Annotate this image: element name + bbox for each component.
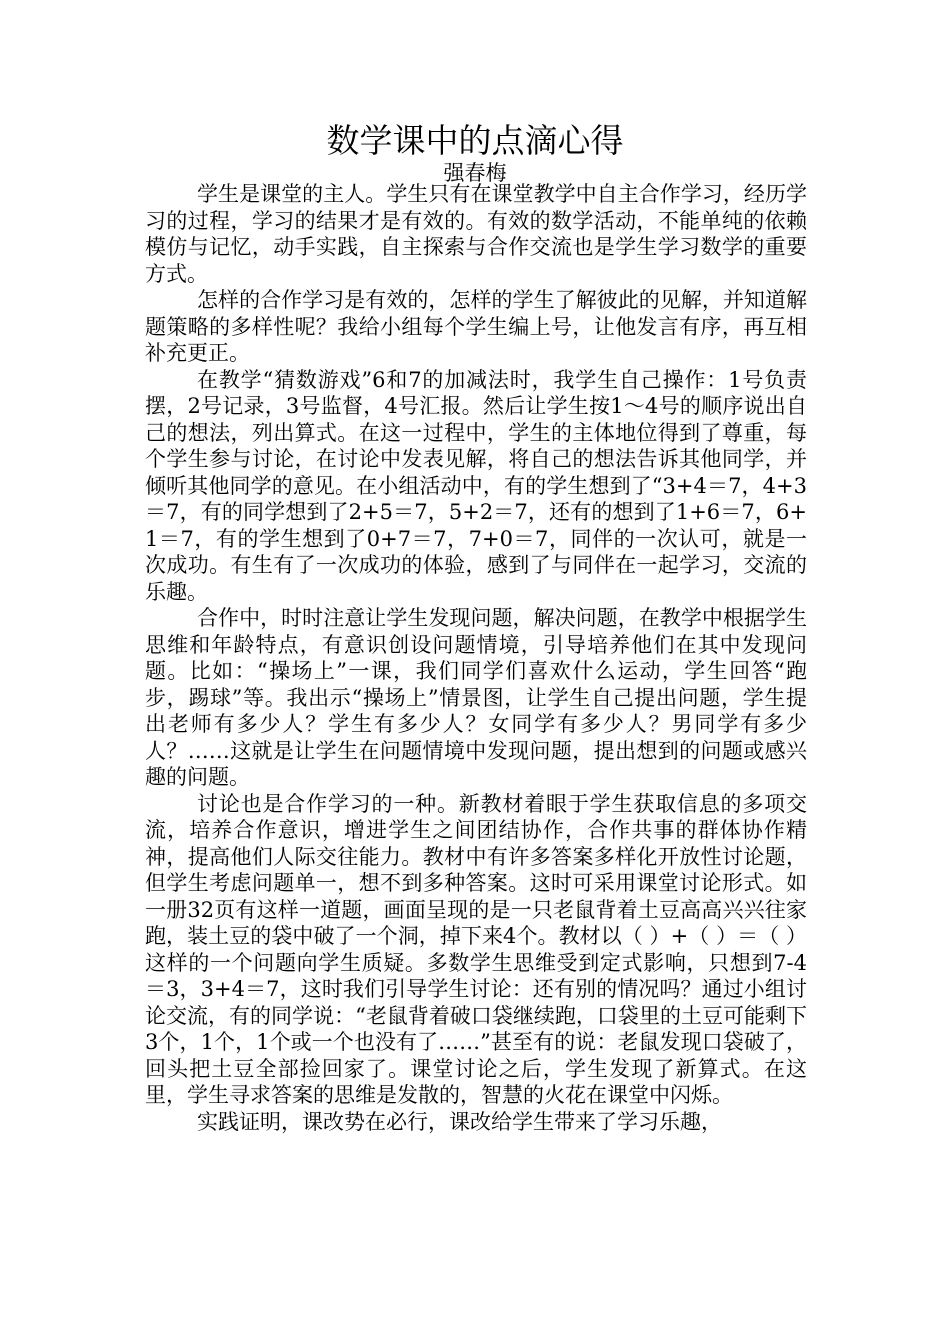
paragraph: 学生是课堂的主人。学生只有在课堂教学中自主合作学习，经历学习的过程，学习的结果才是有效的。有效的数学活动，不能单纯的依赖模仿与记忆，动手实践，自主探索与合作交流也是学生学习数学的重要方式。: [145, 182, 807, 286]
paragraph: 合作中，时时注意让学生发现问题，解决问题，在教学中根据学生思维和年龄特点，有意识创设问题情境，引导培养他们在其中发现问题。比如：“操场上”一课，我们同学们喜欢什么运动，学生回答“跑步，踢球”等。我出示“操场上”情景图，让学生自己提出问题，学生提出老师有多少人？学生有多少人？女同学有多少人？男同学有多少人？……这就是让学生在问题情境中发现问题，提出想到的问题或感兴趣的问题。: [145, 606, 807, 789]
paragraph: 讨论也是合作学习的一种。新教材着眼于学生获取信息的多项交流，培养合作意识，增进学生之间团结协作，合作共事的群体协作精神，提高他们人际交往能力。教材中有许多答案多样化开放性讨论题，但学生考虑问题单一，想不到多种答案。这时可采用课堂讨论形式。如一册32页有这样一道题，画面呈现的是一只老鼠背着土豆高高兴兴往家跑，装土豆的袋中破了一个洞，掉下来4个。教材以（ ）+（ ）＝（ ）这样的一个问题向学生质疑。多数学生思维受到定式影响，只想到7-4＝3，3+4＝7，这时我们引导学生讨论：还有别的情况吗？通过小组讨论交流，有的同学说：“老鼠背着破口袋继续跑，口袋里的土豆可能剩下3个，1个，1个或一个也没有了……”甚至有的说：老鼠发现口袋破了，回头把土豆全部捡回家了。课堂讨论之后，学生发现了新算式。在这里，学生寻求答案的思维是发散的，智慧的火花在课堂中闪烁。: [145, 791, 807, 1107]
document-body: [145, 181, 807, 1135]
paragraph: 实践证明，课改势在必行，课改给学生带来了学习乐趣，: [197, 1109, 722, 1134]
document-title: 数学课中的点滴心得: [326, 121, 624, 160]
paragraph: 怎样的合作学习是有效的，怎样的学生了解彼此的见解，并知道解题策略的多样性呢？我给小组每个学生编上号，让他发言有序，再互相补充更正。: [145, 288, 807, 365]
paragraph: 在教学“猜数游戏”6和7的加减法时，我学生自己操作：1号负责摆，2号记录，3号监督，4号汇报。然后让学生按1～4号的顺序说出自己的想法，列出算式。在这一过程中，学生的主体地位得到了尊重，每个学生参与讨论，在讨论中发表见解，将自己的想法告诉其他同学，并倾听其他同学的意见。在小组活动中，有的学生想到了“3+4＝7，4+3＝7，有的同学想到了2+5＝7，5+2＝7，还有的想到了1+6＝7，6+1＝7，有的学生想到了0+7＝7，7+0＝7，同伴的一次认可，就是一次成功。有生有了一次成功的体验，感到了与同伴在一起学习，交流的乐趣。: [145, 367, 807, 604]
document-author: 强春梅: [443, 161, 507, 185]
